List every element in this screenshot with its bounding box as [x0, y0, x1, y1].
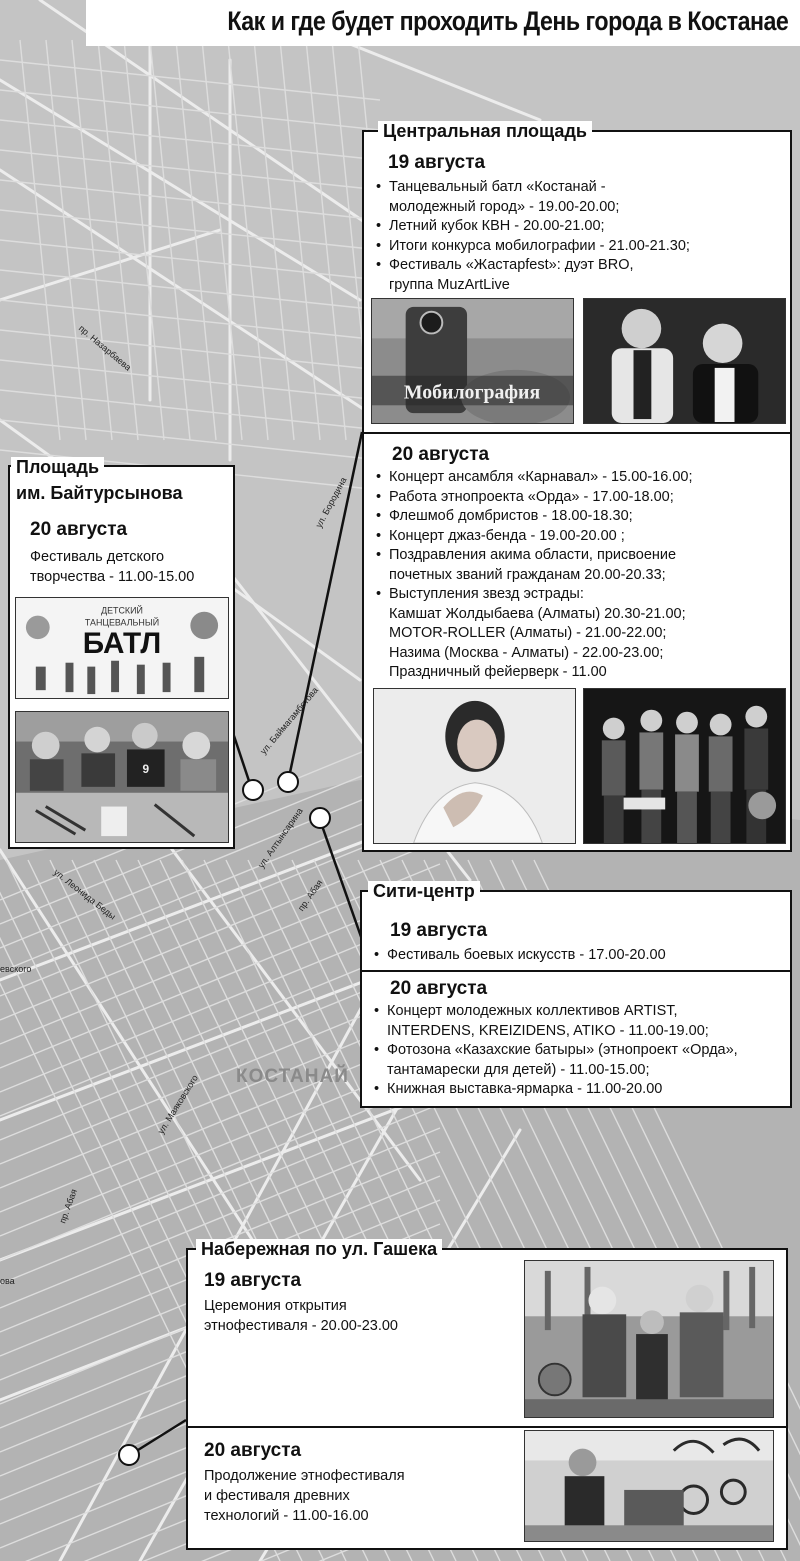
street-label-abaya-2: пр. Абая: [57, 1187, 79, 1225]
list-item: • Книжная выставка-ярмарка - 11.00-20.00: [373, 1080, 738, 1100]
baitursynov-panel: [8, 465, 235, 849]
list-item: Камшат Жолдыбаева (Алматы) 20.30-21.00;: [389, 605, 686, 622]
city-label: КОСТАНАЙ: [236, 1066, 349, 1087]
list-item: • Концерт молодежных коллективов ARTIST,: [373, 1002, 738, 1022]
embankment-d20-text-2: и фестиваля древних: [204, 1488, 350, 1504]
embankment-d19-text-2: этнофестиваля - 20.00-23.00: [204, 1318, 398, 1334]
street-label-altynsarina: ул. Алтынсарина: [255, 806, 305, 870]
svg-text:9: 9: [142, 762, 150, 777]
city-center-title: Сити-центр: [368, 881, 480, 901]
street-label-partial-1: евского: [0, 964, 32, 974]
singer-photo: [373, 688, 576, 844]
embankment-d20-text-1: Продолжение этнофестиваля: [204, 1468, 405, 1484]
list-item: почетных званий гражданам 20.00-20.33;: [389, 566, 666, 583]
list-item: группа MuzArtLive: [389, 276, 510, 293]
list-item: MOTOR-ROLLER (Алматы) - 21.00-22.00;: [389, 625, 667, 641]
street-label-baimagambetova: ул. Баймагамбетова: [258, 685, 321, 757]
baitursynov-text-2: творчества - 11.00-15.00: [30, 569, 195, 585]
motor-roller-photo: [583, 688, 786, 844]
list-item: • Поздравления акима области, присвоение: [375, 546, 692, 566]
embankment-d19-text-1: Церемония открытия: [204, 1298, 347, 1314]
baitursynov-date: 20 августа: [30, 519, 128, 540]
baitursynov-text-1: Фестиваль детского: [30, 549, 165, 565]
battle-text-3: БАТЛ: [82, 627, 162, 660]
street-label-ledy: ул. Леонида Беды: [51, 867, 118, 922]
embankment-d20-date: 20 августа: [204, 1440, 302, 1461]
mobilography-photo: [371, 298, 574, 424]
city-center-panel: [360, 890, 792, 1108]
central-d19-date: 19 августа: [388, 152, 486, 173]
list-item: • Фестиваль «Жастарfest»: дуэт BRO,: [375, 256, 690, 276]
embankment-title: Набережная по ул. Гашека: [196, 1239, 442, 1259]
battle-text-2: ТАНЦЕВАЛЬНЫЙ: [84, 617, 160, 628]
street-label-partial-2: ова: [0, 1276, 15, 1286]
embankment-d19-date: 19 августа: [204, 1270, 302, 1291]
list-item: Праздничный фейерверк - 11.00: [389, 664, 607, 680]
city-center-separator: [362, 970, 790, 972]
city-center-location-marker[interactable]: [309, 807, 331, 829]
title-bar: [86, 0, 800, 46]
list-item: • Летний кубок КВН - 20.00-21.00;: [375, 217, 690, 237]
city-center-d19-list: [373, 946, 666, 966]
mobilography-text: Мобилография: [403, 381, 541, 404]
battle-text-1: ДЕТСКИЙ: [101, 605, 143, 616]
embankment-location-marker[interactable]: [118, 1444, 140, 1466]
central-square-panel: [362, 130, 792, 852]
baitursynov-title-1: Площадь: [11, 457, 104, 477]
city-center-d20-list: [373, 1002, 738, 1100]
list-item: Назима (Москва - Алматы) - 22.00-23.00;: [389, 644, 664, 661]
street-label-borodina: ул. Бородина: [313, 475, 349, 530]
embankment-panel: [186, 1248, 788, 1550]
central-d19-list: [375, 178, 690, 295]
city-center-d19-date: 19 августа: [390, 920, 488, 941]
list-item: • Танцевальный батл «Костанай -: [375, 178, 690, 198]
ancient-technologies-photo: [524, 1430, 774, 1542]
embankment-d20-text-3: технологий - 11.00-16.00: [204, 1508, 369, 1524]
city-center-d20-date: 20 августа: [390, 978, 488, 999]
list-item: • Концерт ансамбля «Карнавал» - 15.00-16.00;: [375, 468, 692, 488]
street-label-nazarbayev: пр. Назарбаева: [76, 323, 134, 373]
dance-battle-photo: [15, 597, 229, 699]
baitursynov-title-2: им. Байтурсынова: [16, 483, 183, 503]
page-title: Как и где будет проходить День города в Костанае: [226, 6, 788, 36]
list-item: • Концерт джаз-бенда - 19.00-20.00 ;: [375, 527, 692, 547]
central-separator: [364, 432, 790, 434]
baitursynov-location-marker[interactable]: [242, 779, 264, 801]
list-item: • Работа этнопроекта «Орда» - 17.00-18.00;: [375, 488, 692, 508]
list-item: • Итоги конкурса мобилографии - 21.00-21.30;: [375, 237, 690, 257]
embankment-separator: [188, 1426, 786, 1428]
central-d20-date: 20 августа: [392, 444, 490, 465]
central-square-title: Центральная площадь: [378, 121, 592, 141]
street-label-mayakovskogo: ул. Маяковского: [155, 1073, 200, 1136]
list-item: • Фестиваль боевых искусств - 17.00-20.00: [373, 946, 666, 966]
central-square-location-marker[interactable]: [277, 771, 299, 793]
list-item: • Флешмоб домбристов - 18.00-18.30;: [375, 507, 692, 527]
children-crafts-photo: [15, 711, 229, 843]
list-item: • Фотозона «Казахские батыры» (этнопроект «Орда»,: [373, 1041, 738, 1061]
street-label-abaya: пр. Абая: [295, 877, 325, 913]
list-item: молодежный город» - 19.00-20.00;: [389, 198, 620, 215]
list-item: • Выступления звезд эстрады:: [375, 585, 692, 605]
ethnofest-opening-photo: [524, 1260, 774, 1418]
duo-bro-photo: [583, 298, 786, 424]
list-item: тантамарески для детей) - 11.00-15.00;: [387, 1061, 650, 1078]
list-item: INTERDENS, KREIZIDENS, ATIKO - 11.00-19.00;: [387, 1022, 709, 1039]
central-d20-list: [375, 468, 692, 683]
